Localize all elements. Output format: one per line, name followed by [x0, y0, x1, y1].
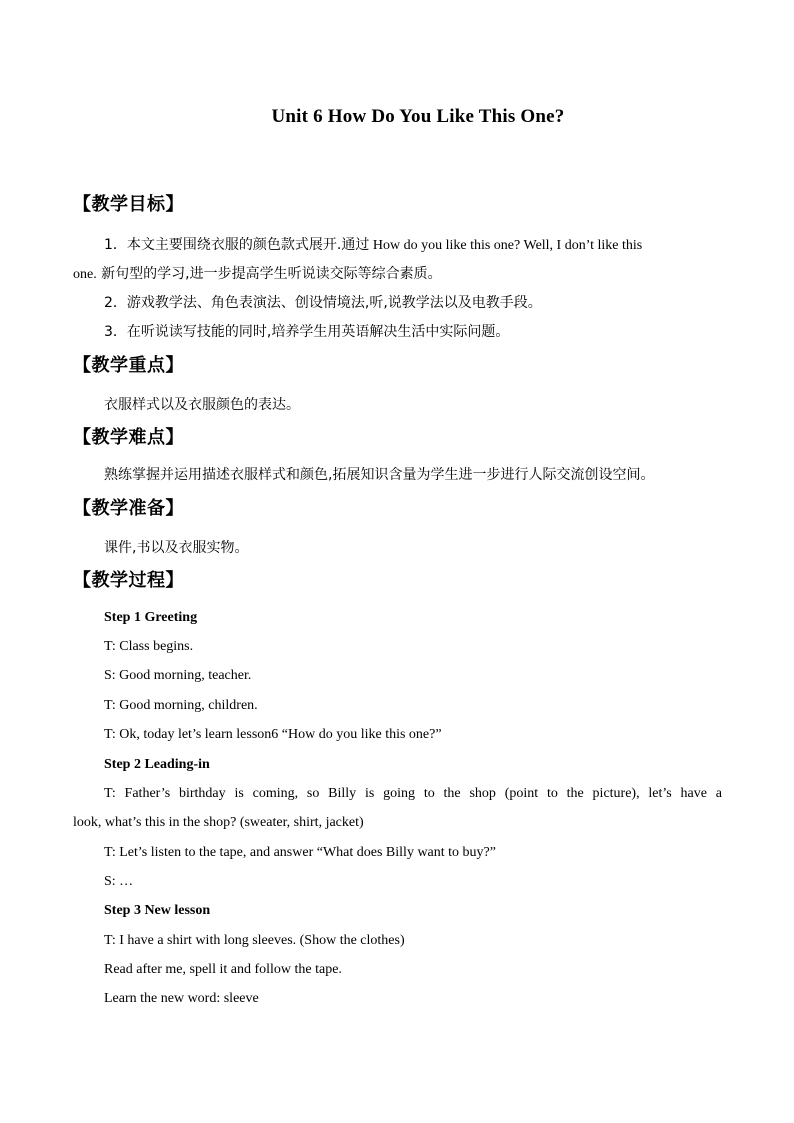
- step-2-title: Step 2 Leading-in: [104, 757, 210, 772]
- step-1-line-1: T: Class begins.: [104, 639, 194, 654]
- objective-item-1-en: How do you like this one? Well, I don’t like this: [369, 238, 643, 253]
- step-3-line-1: T: I have a shirt with long sleeves. (Show the clothes): [104, 933, 405, 948]
- step-1-line-2: S: Good morning, teacher.: [104, 668, 252, 683]
- step-2-line-3: S: …: [104, 874, 134, 889]
- page-title: Unit 6 How Do You Like This One?: [271, 106, 565, 127]
- step-3-title: Step 3 New lesson: [104, 903, 211, 918]
- step-1-line-4: T: Ok, today let’s learn lesson6 “How do you like this one?”: [104, 727, 442, 742]
- objective-item-1-cont-en: one.: [73, 267, 97, 282]
- step-2-line-1-continued: look, what’s this in the shop? (sweater, shirt, jacket): [73, 815, 364, 830]
- step-3-line-2: Read after me, spell it and follow the tape.: [104, 962, 342, 977]
- objective-item-3: 3．在听说读写技能的同时,培养学生用英语解决生活中实际问题。: [104, 324, 510, 340]
- process-heading: 【教学过程】: [73, 570, 184, 591]
- objective-item-1-cn: 1．本文主要围绕衣服的颜色款式展开.通过: [104, 237, 370, 253]
- objective-item-1-cont-cn: 新句型的学习,进一步提高学生听说读交际等综合素质。: [96, 266, 442, 282]
- preparation-text: 课件,书以及衣服实物。: [104, 540, 249, 556]
- objectives-heading: 【教学目标】: [73, 194, 184, 215]
- objective-item-2: 2．游戏教学法、角色表演法、创设情境法,听,说教学法以及电教手段。: [104, 295, 542, 311]
- difficulties-text: 熟练掌握并运用描述衣服样式和颜色,拓展知识含量为学生进一步进行人际交流创设空间。: [104, 467, 655, 483]
- step-1-line-3: T: Good morning, children.: [104, 698, 258, 713]
- step-3-line-3: Learn the new word: sleeve: [104, 991, 259, 1006]
- preparation-heading: 【教学准备】: [73, 498, 184, 519]
- key-points-text: 衣服样式以及衣服颜色的表达。: [104, 397, 300, 413]
- objective-item-1-continued: [73, 263, 687, 283]
- step-2-line-2: T: Let’s listen to the tape, and answer “What does Billy want to buy?”: [104, 845, 496, 860]
- difficulties-heading: 【教学难点】: [73, 427, 184, 448]
- step-2-line-1: T: Father’s birthday is coming, so Billy is going to the shop (point to the picture), let’s have a: [104, 786, 722, 801]
- objective-item-1: [104, 234, 718, 254]
- key-points-heading: 【教学重点】: [73, 355, 184, 376]
- step-1-title: Step 1 Greeting: [104, 610, 198, 625]
